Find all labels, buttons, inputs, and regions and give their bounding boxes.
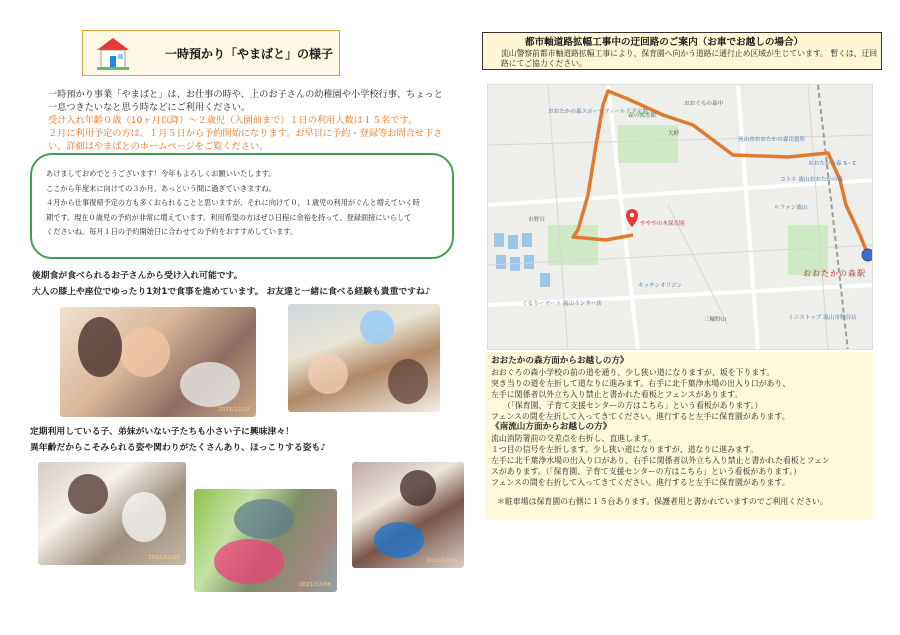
map-label: ミニストップ 流山市野谷店 (788, 315, 857, 321)
intro-reservation-info: ２月に利用予定の方は、１月５日から予約開始になります。お早目に予約・登録等お問合せ下さい。詳細はやまばとのホームページをご覧ください。 (48, 128, 443, 152)
map-label: 流山市おおたかの森出張所 (738, 137, 806, 143)
detour-notice (482, 32, 882, 70)
greeting-line: ４月から仕事復帰予定の方も多くおられることと思いますが、それに向けて０，１歳児の利用がぐんと増えていく時 (46, 198, 420, 208)
map-label: おおぐろの森中 (684, 101, 724, 107)
greeting-line: ここから年度末に向けての３か月、あっという間に過ぎていきますね。 (46, 183, 276, 193)
page-title: 一時預かり「やまばと」の様子 (165, 47, 334, 61)
directions-line: 流山消防署前の交差点を右折し、直進します。 (491, 434, 657, 443)
map-label: 大畔 (668, 131, 680, 137)
directions-line: フェンスの間を右折して入ってきてください。進行すると左手に保育園があります。 (491, 478, 790, 487)
intro-text (48, 88, 448, 153)
map-label: キッチンオリジン (638, 283, 683, 289)
caption-line: 大人の膝上や座位でゆったり1対1で食事を進めています。 お友達と一緒に食べる経験も貴重ですね♪ (32, 287, 431, 297)
directions-line: 左手に関係者以外立ち入り禁止と書かれた看板とフェンスがあります。 (491, 390, 743, 399)
title-box (82, 30, 340, 76)
caption-line: 定期利用している子、弟妹がいない子たちも小さい子に興味津々！ (30, 427, 294, 437)
directions-line: おおぐろの森小学校の前の道を通り、少し狭い道になりますが、坂を下ります。 (491, 368, 775, 377)
photo-play-2 (194, 489, 337, 592)
map-label: おおたかの森 S・C (808, 161, 857, 167)
photo-play-3 (352, 462, 464, 568)
directions-line: フェンスの間を左折して入ってきてください。進行すると左手に保育園があります。 (491, 412, 790, 421)
directions-line: （「保育園、子育て支援センターの方はこちら」という看板があります。） (503, 401, 763, 410)
intro-line: 一時預かり事業「やまばと」は、お仕事の時や、上のお子さんの幼稚園や小学校行事、ちょっと一息つきたいなと思う時などにご利用ください。 (48, 89, 443, 113)
map-label: 森の図書館 (628, 113, 656, 119)
map-label: コトエ 流山おおたかの森 (780, 177, 844, 183)
map-label: ルファン流山 (774, 205, 808, 211)
photo-play-1 (38, 462, 186, 565)
directions-line: １つ目の信号を左折します。少し狭い道になりますが、道なりに進みます。 (491, 445, 759, 454)
photo-date: 2021/12/09 (148, 555, 180, 561)
directions-line: スがあります。（「保育園、子育て支援センターの方はこちら」という看板があります。） (491, 467, 802, 476)
caption-line: 後期食が食べられるお子さんから受け入れ可能です。 (32, 271, 243, 281)
map-label: おおたかの森スポーツフィールド予定地 (548, 109, 648, 115)
greeting-line: 期です。現在０歳児の予約が非常に増えています。利用希望の方はぜひ日程に余裕を持って、登録面接にいらして (46, 212, 412, 222)
greeting-line: くださいね。毎月１日の予約開始日に合わせての予約をおすすめしています。 (46, 227, 298, 237)
parking-note: ＊駐車場は保育園の右側に１５台あります。保護者用と書かれていますのでご利用ください。 (497, 497, 828, 506)
caption-line: 異年齢だからこそみられる姿や関わりがたくさんあり、ほっこりする姿も♪ (30, 443, 326, 453)
detour-map[interactable] (487, 84, 873, 350)
map-label-hoikuen: やややの木保育園 (640, 221, 685, 227)
map-label: 三輪野山 (704, 317, 727, 323)
interaction-caption (30, 424, 430, 456)
house-icon (95, 36, 131, 70)
photo-date: 2021/12/08 (299, 582, 331, 588)
photo-date: 2021/12/22 (218, 407, 250, 413)
intro-age-info: 受け入れ年齢０歳（10ヶ月以降）～２歳児（入園前まで）１日の利用人数は１５名です。 (48, 115, 418, 126)
station-label: おおたかの森駅 (803, 269, 866, 278)
photo-meal-lap (60, 307, 256, 417)
directions-heading-otaka: おおたかの森方面からお越しの方》 (491, 356, 629, 366)
notice-title: 都市軸道路拡幅工事中の迂回路のご案内（お車でお越しの場合） (525, 37, 804, 48)
map-label: 市野谷 (528, 217, 545, 223)
map-drawing (488, 85, 873, 350)
directions-heading-minami: 《南流山方面からお越しの方》 (491, 422, 612, 432)
directions-line: 左手に北千葉浄水場の出入り口があり、右手に関係者以外立ち入り禁止と書かれた看板とフェン (491, 456, 830, 465)
map-label: ぐるりーマート 流山インター店 (522, 301, 602, 307)
greeting-line: あけましておめでとうございます！今年もよろしくお願いいたします。 (46, 169, 276, 178)
greeting-box (30, 153, 454, 259)
notice-body: 流山警察前都市軸道路拡幅工事により、保育園へ向かう道路に通行止め区域が生じています。 暫くは、迂回路にてご協力ください。 (501, 49, 878, 68)
directions (485, 352, 873, 520)
meal-caption (32, 268, 462, 300)
photo-date: 2021/12/01 (426, 558, 458, 564)
directions-line: 突き当りの道を左折して道なりに進みます。右手に北千葉浄水場の出入り口があり、 (491, 379, 791, 388)
photo-meal-table (288, 304, 440, 412)
